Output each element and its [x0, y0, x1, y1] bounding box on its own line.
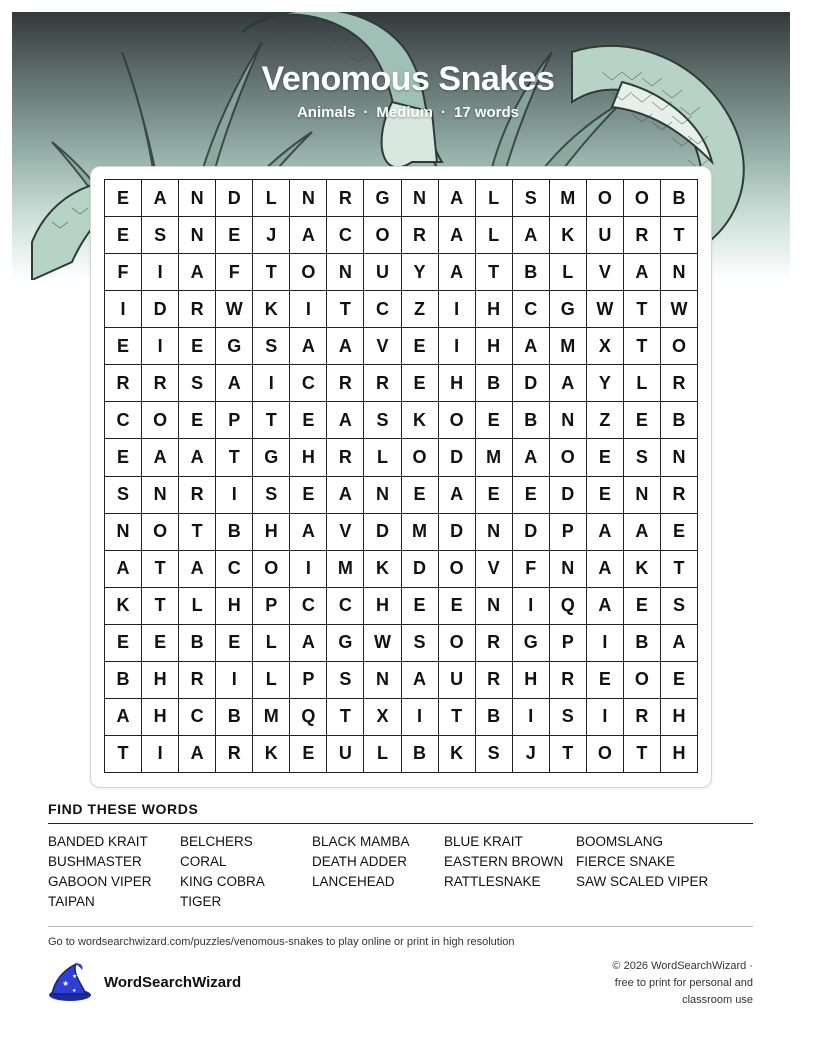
grid-cell[interactable]: S	[550, 699, 587, 736]
word-list	[48, 832, 753, 912]
grid-cell[interactable]: I	[587, 625, 624, 662]
grid-cell[interactable]: O	[364, 217, 401, 254]
grid-cell[interactable]: G	[216, 328, 253, 365]
word-list-heading: FIND THESE WORDS	[48, 801, 199, 817]
grid-cell[interactable]: E	[476, 477, 513, 514]
grid-cell[interactable]: E	[661, 514, 698, 551]
grid-cell[interactable]: V	[364, 328, 401, 365]
puzzle-meta	[0, 104, 816, 121]
grid-cell[interactable]: S	[513, 180, 550, 217]
word-list-item: BLUE KRAIT	[444, 834, 523, 849]
grid-cell[interactable]: E	[661, 662, 698, 699]
grid-cell[interactable]: E	[290, 477, 327, 514]
grid-cell[interactable]: I	[216, 662, 253, 699]
grid-cell[interactable]: S	[142, 217, 179, 254]
grid-cell[interactable]: R	[476, 662, 513, 699]
grid-cell[interactable]: E	[439, 588, 476, 625]
grid-cell[interactable]: U	[587, 217, 624, 254]
grid-cell[interactable]: C	[216, 551, 253, 588]
grid-cell[interactable]: X	[587, 328, 624, 365]
grid-cell[interactable]: C	[327, 217, 364, 254]
grid-cell[interactable]: O	[439, 402, 476, 439]
grid-cell[interactable]: F	[513, 551, 550, 588]
grid-cell[interactable]: N	[364, 662, 401, 699]
grid-cell[interactable]: E	[513, 477, 550, 514]
grid-cell[interactable]: H	[439, 365, 476, 402]
grid-cell[interactable]: J	[253, 217, 290, 254]
grid-cell[interactable]: D	[439, 439, 476, 476]
grid-cell[interactable]: I	[253, 365, 290, 402]
grid-cell[interactable]: N	[661, 439, 698, 476]
grid-cell[interactable]: G	[327, 625, 364, 662]
grid-cell[interactable]: H	[216, 588, 253, 625]
word-list-item: KING COBRA	[180, 874, 265, 889]
grid-cell[interactable]: S	[179, 365, 216, 402]
grid-cell[interactable]: I	[439, 291, 476, 328]
grid-cell[interactable]: B	[476, 699, 513, 736]
svg-text:★: ★	[72, 988, 77, 994]
grid-cell[interactable]: R	[476, 625, 513, 662]
grid-cell[interactable]: R	[327, 439, 364, 476]
grid-cell[interactable]: O	[439, 551, 476, 588]
grid-cell[interactable]: C	[364, 291, 401, 328]
grid-cell[interactable]: E	[587, 477, 624, 514]
grid-cell[interactable]: Y	[587, 365, 624, 402]
grid-cell[interactable]: P	[216, 402, 253, 439]
grid-cell[interactable]: V	[476, 551, 513, 588]
grid-cell[interactable]: B	[179, 625, 216, 662]
grid-cell[interactable]: R	[327, 365, 364, 402]
grid-cell[interactable]: H	[661, 699, 698, 736]
grid-cell[interactable]: T	[216, 439, 253, 476]
word-list-item: CORAL	[180, 854, 227, 869]
word-list-item: RATTLESNAKE	[444, 874, 541, 889]
grid-cell[interactable]: O	[142, 402, 179, 439]
word-list-item: GABOON VIPER	[48, 874, 152, 889]
grid-cell[interactable]: E	[105, 439, 142, 476]
grid-cell[interactable]: R	[661, 365, 698, 402]
grid-cell[interactable]: T	[327, 699, 364, 736]
grid-cell[interactable]: B	[661, 180, 698, 217]
grid-cell[interactable]: S	[327, 662, 364, 699]
grid-cell[interactable]: N	[550, 402, 587, 439]
grid-cell[interactable]: B	[513, 402, 550, 439]
grid-cell[interactable]: Q	[550, 588, 587, 625]
grid-cell[interactable]: M	[550, 328, 587, 365]
grid-cell[interactable]: O	[587, 180, 624, 217]
grid-cell[interactable]: O	[661, 328, 698, 365]
grid-cell[interactable]: T	[550, 736, 587, 773]
grid-cell[interactable]: I	[513, 699, 550, 736]
brand-logo[interactable]	[46, 962, 241, 1002]
grid-cell[interactable]: A	[105, 699, 142, 736]
grid-cell[interactable]: R	[624, 699, 661, 736]
grid-cell[interactable]: A	[290, 625, 327, 662]
grid-cell[interactable]: H	[476, 328, 513, 365]
grid-cell[interactable]: R	[402, 217, 439, 254]
grid-cell[interactable]: A	[402, 662, 439, 699]
grid-cell[interactable]: G	[550, 291, 587, 328]
grid-cell[interactable]: L	[179, 588, 216, 625]
grid-cell[interactable]: K	[364, 551, 401, 588]
grid-cell[interactable]: D	[439, 514, 476, 551]
grid-cell[interactable]: H	[142, 662, 179, 699]
grid-cell[interactable]: B	[624, 625, 661, 662]
grid-cell[interactable]: C	[513, 291, 550, 328]
grid-cell[interactable]: T	[661, 551, 698, 588]
word-list-item: LANCEHEAD	[312, 874, 395, 889]
grid-cell[interactable]: A	[661, 625, 698, 662]
word-list-item: TAIPAN	[48, 894, 95, 909]
grid-cell[interactable]: N	[105, 514, 142, 551]
puzzle-title: Venomous Snakes	[261, 60, 555, 98]
grid-cell[interactable]: H	[513, 662, 550, 699]
grid-cell[interactable]: I	[290, 551, 327, 588]
word-list-item: BLACK MAMBA	[312, 834, 410, 849]
grid-cell[interactable]: A	[179, 736, 216, 773]
grid-cell[interactable]: S	[253, 477, 290, 514]
grid-cell[interactable]: A	[290, 217, 327, 254]
grid-cell[interactable]: L	[550, 254, 587, 291]
grid-cell[interactable]: I	[402, 699, 439, 736]
grid-cell[interactable]: T	[105, 736, 142, 773]
grid-cell[interactable]: W	[587, 291, 624, 328]
grid-cell[interactable]: M	[550, 180, 587, 217]
grid-cell[interactable]: H	[661, 736, 698, 773]
grid-cell[interactable]: I	[105, 291, 142, 328]
grid-cell[interactable]: V	[587, 254, 624, 291]
word-list-item: BOOMSLANG	[576, 834, 664, 849]
grid-cell[interactable]: C	[290, 588, 327, 625]
grid-cell[interactable]: R	[327, 180, 364, 217]
grid-cell[interactable]: A	[513, 328, 550, 365]
grid-cell[interactable]: Y	[402, 254, 439, 291]
grid-cell[interactable]: T	[327, 291, 364, 328]
grid-cell[interactable]: W	[661, 291, 698, 328]
grid-cell[interactable]: O	[624, 662, 661, 699]
grid-cell[interactable]: A	[290, 514, 327, 551]
copyright-line: free to print for personal and	[614, 977, 753, 989]
grid-cell[interactable]: E	[402, 365, 439, 402]
grid-cell[interactable]: T	[624, 736, 661, 773]
grid-cell[interactable]: I	[439, 328, 476, 365]
grid-cell[interactable]: N	[661, 254, 698, 291]
grid-cell[interactable]: N	[142, 477, 179, 514]
grid-cell[interactable]: R	[179, 477, 216, 514]
meta-separator: ·	[441, 104, 446, 121]
grid-cell[interactable]: B	[513, 254, 550, 291]
grid-cell[interactable]: L	[624, 365, 661, 402]
brand-name: WordSearchWizard	[104, 973, 242, 991]
grid-cell[interactable]: A	[587, 551, 624, 588]
grid-cell[interactable]: E	[105, 180, 142, 217]
grid-cell[interactable]: I	[290, 291, 327, 328]
word-list-item: BUSHMASTER	[48, 854, 142, 869]
grid-cell[interactable]: I	[142, 254, 179, 291]
grid-cell[interactable]: A	[550, 365, 587, 402]
grid-cell[interactable]: L	[253, 625, 290, 662]
grid-cell[interactable]: I	[513, 588, 550, 625]
grid-cell[interactable]: M	[253, 699, 290, 736]
grid-cell[interactable]: K	[105, 588, 142, 625]
grid-cell[interactable]: C	[290, 365, 327, 402]
wizard-hat-icon	[46, 962, 92, 1002]
grid-cell[interactable]: I	[142, 328, 179, 365]
grid-cell[interactable]: T	[476, 254, 513, 291]
grid-cell[interactable]: B	[216, 699, 253, 736]
word-list-item: SAW SCALED VIPER	[576, 874, 709, 889]
play-online-link[interactable]: Go to wordsearchwizard.com/puzzles/venomous-snakes to play online or print in high resolution	[48, 936, 515, 948]
category-label: Animals	[296, 104, 356, 121]
grid-cell[interactable]: E	[587, 439, 624, 476]
grid-cell[interactable]: T	[624, 328, 661, 365]
grid-cell[interactable]: A	[327, 328, 364, 365]
word-list-item: EASTERN BROWN	[444, 854, 564, 869]
grid-cell[interactable]: O	[142, 514, 179, 551]
grid-cell[interactable]: N	[476, 588, 513, 625]
grid-cell[interactable]: R	[142, 365, 179, 402]
grid-cell[interactable]: E	[476, 402, 513, 439]
grid-cell[interactable]: W	[216, 291, 253, 328]
grid-cell[interactable]: C	[105, 402, 142, 439]
grid-cell[interactable]: A	[179, 439, 216, 476]
svg-text:★: ★	[62, 979, 70, 988]
grid-cell[interactable]: R	[216, 736, 253, 773]
grid-cell[interactable]: S	[105, 477, 142, 514]
grid-cell[interactable]: O	[290, 254, 327, 291]
grid-cell[interactable]: N	[624, 477, 661, 514]
meta-separator: ·	[363, 104, 369, 121]
divider	[48, 823, 753, 824]
grid-cell[interactable]: A	[216, 365, 253, 402]
grid-cell[interactable]: B	[476, 365, 513, 402]
grid-cell[interactable]: D	[550, 477, 587, 514]
grid-cell[interactable]: B	[216, 514, 253, 551]
grid-cell[interactable]: H	[364, 588, 401, 625]
grid-cell[interactable]: U	[439, 662, 476, 699]
grid-cell[interactable]: E	[105, 217, 142, 254]
grid-cell[interactable]: R	[364, 365, 401, 402]
grid-cell[interactable]: G	[364, 180, 401, 217]
grid-cell[interactable]: L	[364, 736, 401, 773]
grid-cell[interactable]: U	[364, 254, 401, 291]
grid-cell[interactable]: E	[402, 588, 439, 625]
grid-cell[interactable]: A	[624, 514, 661, 551]
grid-cell[interactable]: O	[550, 439, 587, 476]
grid-cell[interactable]: K	[253, 736, 290, 773]
grid-cell[interactable]: A	[513, 439, 550, 476]
grid-cell[interactable]: C	[179, 699, 216, 736]
grid-cell[interactable]: A	[439, 254, 476, 291]
word-list-item: FIERCE SNAKE	[576, 854, 676, 869]
grid-cell[interactable]: O	[253, 551, 290, 588]
grid-cell[interactable]: L	[253, 180, 290, 217]
grid-cell[interactable]: U	[327, 736, 364, 773]
grid-cell[interactable]: H	[476, 291, 513, 328]
grid-cell[interactable]: E	[402, 477, 439, 514]
grid-cell[interactable]: A	[587, 514, 624, 551]
grid-cell[interactable]: N	[364, 477, 401, 514]
grid-cell[interactable]: T	[253, 254, 290, 291]
grid-cell[interactable]: N	[402, 180, 439, 217]
grid-cell[interactable]: T	[661, 217, 698, 254]
copyright-notice	[573, 958, 753, 1009]
grid-cell[interactable]: T	[624, 291, 661, 328]
grid-cell[interactable]: A	[327, 477, 364, 514]
grid-cell[interactable]: A	[513, 217, 550, 254]
grid-cell[interactable]: D	[513, 365, 550, 402]
grid-cell[interactable]: B	[661, 402, 698, 439]
grid-cell[interactable]: P	[290, 662, 327, 699]
word-count-label: 17 words	[454, 104, 520, 121]
grid-cell[interactable]: H	[253, 514, 290, 551]
word-list-item: BANDED KRAIT	[48, 834, 148, 849]
word-list-item: TIGER	[180, 894, 222, 909]
grid-cell[interactable]: E	[624, 588, 661, 625]
grid-cell[interactable]: E	[179, 328, 216, 365]
grid-cell[interactable]: A	[439, 217, 476, 254]
grid-cell[interactable]: C	[327, 588, 364, 625]
letter-grid[interactable]	[104, 179, 698, 773]
grid-cell[interactable]: T	[142, 588, 179, 625]
grid-cell[interactable]: A	[179, 551, 216, 588]
grid-cell[interactable]: O	[587, 736, 624, 773]
grid-cell[interactable]: D	[364, 514, 401, 551]
grid-cell[interactable]: V	[327, 514, 364, 551]
grid-cell[interactable]: D	[142, 291, 179, 328]
grid-cell[interactable]: F	[216, 254, 253, 291]
grid-cell[interactable]: X	[364, 699, 401, 736]
grid-cell[interactable]: O	[439, 625, 476, 662]
grid-cell[interactable]: D	[402, 551, 439, 588]
grid-cell[interactable]: N	[179, 180, 216, 217]
grid-cell[interactable]: O	[624, 180, 661, 217]
grid-cell[interactable]: T	[253, 402, 290, 439]
grid-cell[interactable]: G	[513, 625, 550, 662]
grid-cell[interactable]: E	[105, 625, 142, 662]
grid-cell[interactable]: I	[216, 477, 253, 514]
grid-cell[interactable]: A	[290, 328, 327, 365]
grid-cell[interactable]: W	[364, 625, 401, 662]
difficulty-label: Medium	[376, 104, 433, 121]
grid-cell[interactable]: E	[624, 402, 661, 439]
grid-cell[interactable]: E	[290, 736, 327, 773]
grid-cell[interactable]: N	[327, 254, 364, 291]
grid-cell[interactable]: A	[587, 588, 624, 625]
grid-cell[interactable]: G	[253, 439, 290, 476]
grid-cell[interactable]: S	[476, 736, 513, 773]
grid-cell[interactable]: I	[587, 699, 624, 736]
grid-cell[interactable]: A	[179, 254, 216, 291]
grid-cell[interactable]: R	[105, 365, 142, 402]
grid-cell[interactable]: S	[402, 625, 439, 662]
grid-cell[interactable]: R	[179, 291, 216, 328]
grid-cell[interactable]: K	[253, 291, 290, 328]
grid-cell[interactable]: A	[624, 254, 661, 291]
grid-cell[interactable]: N	[179, 217, 216, 254]
grid-cell[interactable]: A	[327, 402, 364, 439]
grid-cell[interactable]: J	[513, 736, 550, 773]
svg-text:★: ★	[72, 973, 78, 980]
grid-cell[interactable]: R	[661, 477, 698, 514]
copyright-line: classroom use	[682, 994, 753, 1006]
grid-cell[interactable]: I	[142, 736, 179, 773]
grid-cell[interactable]: N	[476, 514, 513, 551]
grid-cell[interactable]: A	[105, 551, 142, 588]
grid-cell[interactable]: T	[179, 514, 216, 551]
grid-cell[interactable]: L	[364, 439, 401, 476]
grid-cell[interactable]: Z	[402, 291, 439, 328]
grid-cell[interactable]: E	[216, 217, 253, 254]
grid-cell[interactable]: K	[402, 402, 439, 439]
grid-cell[interactable]: E	[290, 402, 327, 439]
grid-cell[interactable]: L	[476, 180, 513, 217]
grid-cell[interactable]: T	[142, 551, 179, 588]
grid-cell[interactable]: S	[661, 588, 698, 625]
grid-cell[interactable]: S	[624, 439, 661, 476]
grid-cell[interactable]: E	[216, 625, 253, 662]
grid-cell[interactable]: H	[290, 439, 327, 476]
divider	[48, 926, 753, 927]
grid-cell[interactable]: M	[327, 551, 364, 588]
grid-cell[interactable]: M	[476, 439, 513, 476]
grid-cell[interactable]: N	[550, 551, 587, 588]
grid-cell[interactable]: S	[364, 402, 401, 439]
word-list-item: DEATH ADDER	[312, 854, 408, 869]
grid-cell[interactable]: P	[550, 625, 587, 662]
grid-cell[interactable]: Z	[587, 402, 624, 439]
grid-cell[interactable]: N	[290, 180, 327, 217]
grid-cell[interactable]: E	[587, 662, 624, 699]
grid-cell[interactable]: K	[439, 736, 476, 773]
grid-cell[interactable]: E	[179, 402, 216, 439]
grid-cell[interactable]: Q	[290, 699, 327, 736]
grid-cell[interactable]: F	[105, 254, 142, 291]
grid-cell[interactable]: K	[624, 551, 661, 588]
grid-cell[interactable]: T	[439, 699, 476, 736]
grid-cell[interactable]: E	[402, 328, 439, 365]
grid-cell[interactable]: M	[402, 514, 439, 551]
grid-cell[interactable]: R	[624, 217, 661, 254]
grid-cell[interactable]: L	[253, 662, 290, 699]
grid-cell[interactable]: R	[179, 662, 216, 699]
grid-cell[interactable]: P	[253, 588, 290, 625]
grid-cell[interactable]: A	[439, 180, 476, 217]
grid-cell[interactable]: S	[253, 328, 290, 365]
grid-cell[interactable]: E	[105, 328, 142, 365]
grid-cell[interactable]: P	[550, 514, 587, 551]
grid-cell[interactable]: H	[142, 699, 179, 736]
grid-cell[interactable]: R	[550, 662, 587, 699]
grid-cell[interactable]: B	[402, 736, 439, 773]
grid-cell[interactable]: A	[142, 439, 179, 476]
copyright-line: © 2026 WordSearchWizard ·	[612, 960, 753, 972]
grid-cell[interactable]: K	[550, 217, 587, 254]
word-list-item: BELCHERS	[180, 834, 253, 849]
grid-cell[interactable]: E	[142, 625, 179, 662]
grid-cell[interactable]: B	[105, 662, 142, 699]
grid-cell[interactable]: L	[476, 217, 513, 254]
grid-cell[interactable]: A	[439, 477, 476, 514]
grid-cell[interactable]: A	[142, 180, 179, 217]
grid-cell[interactable]: D	[216, 180, 253, 217]
grid-cell[interactable]: D	[513, 514, 550, 551]
grid-cell[interactable]: O	[402, 439, 439, 476]
